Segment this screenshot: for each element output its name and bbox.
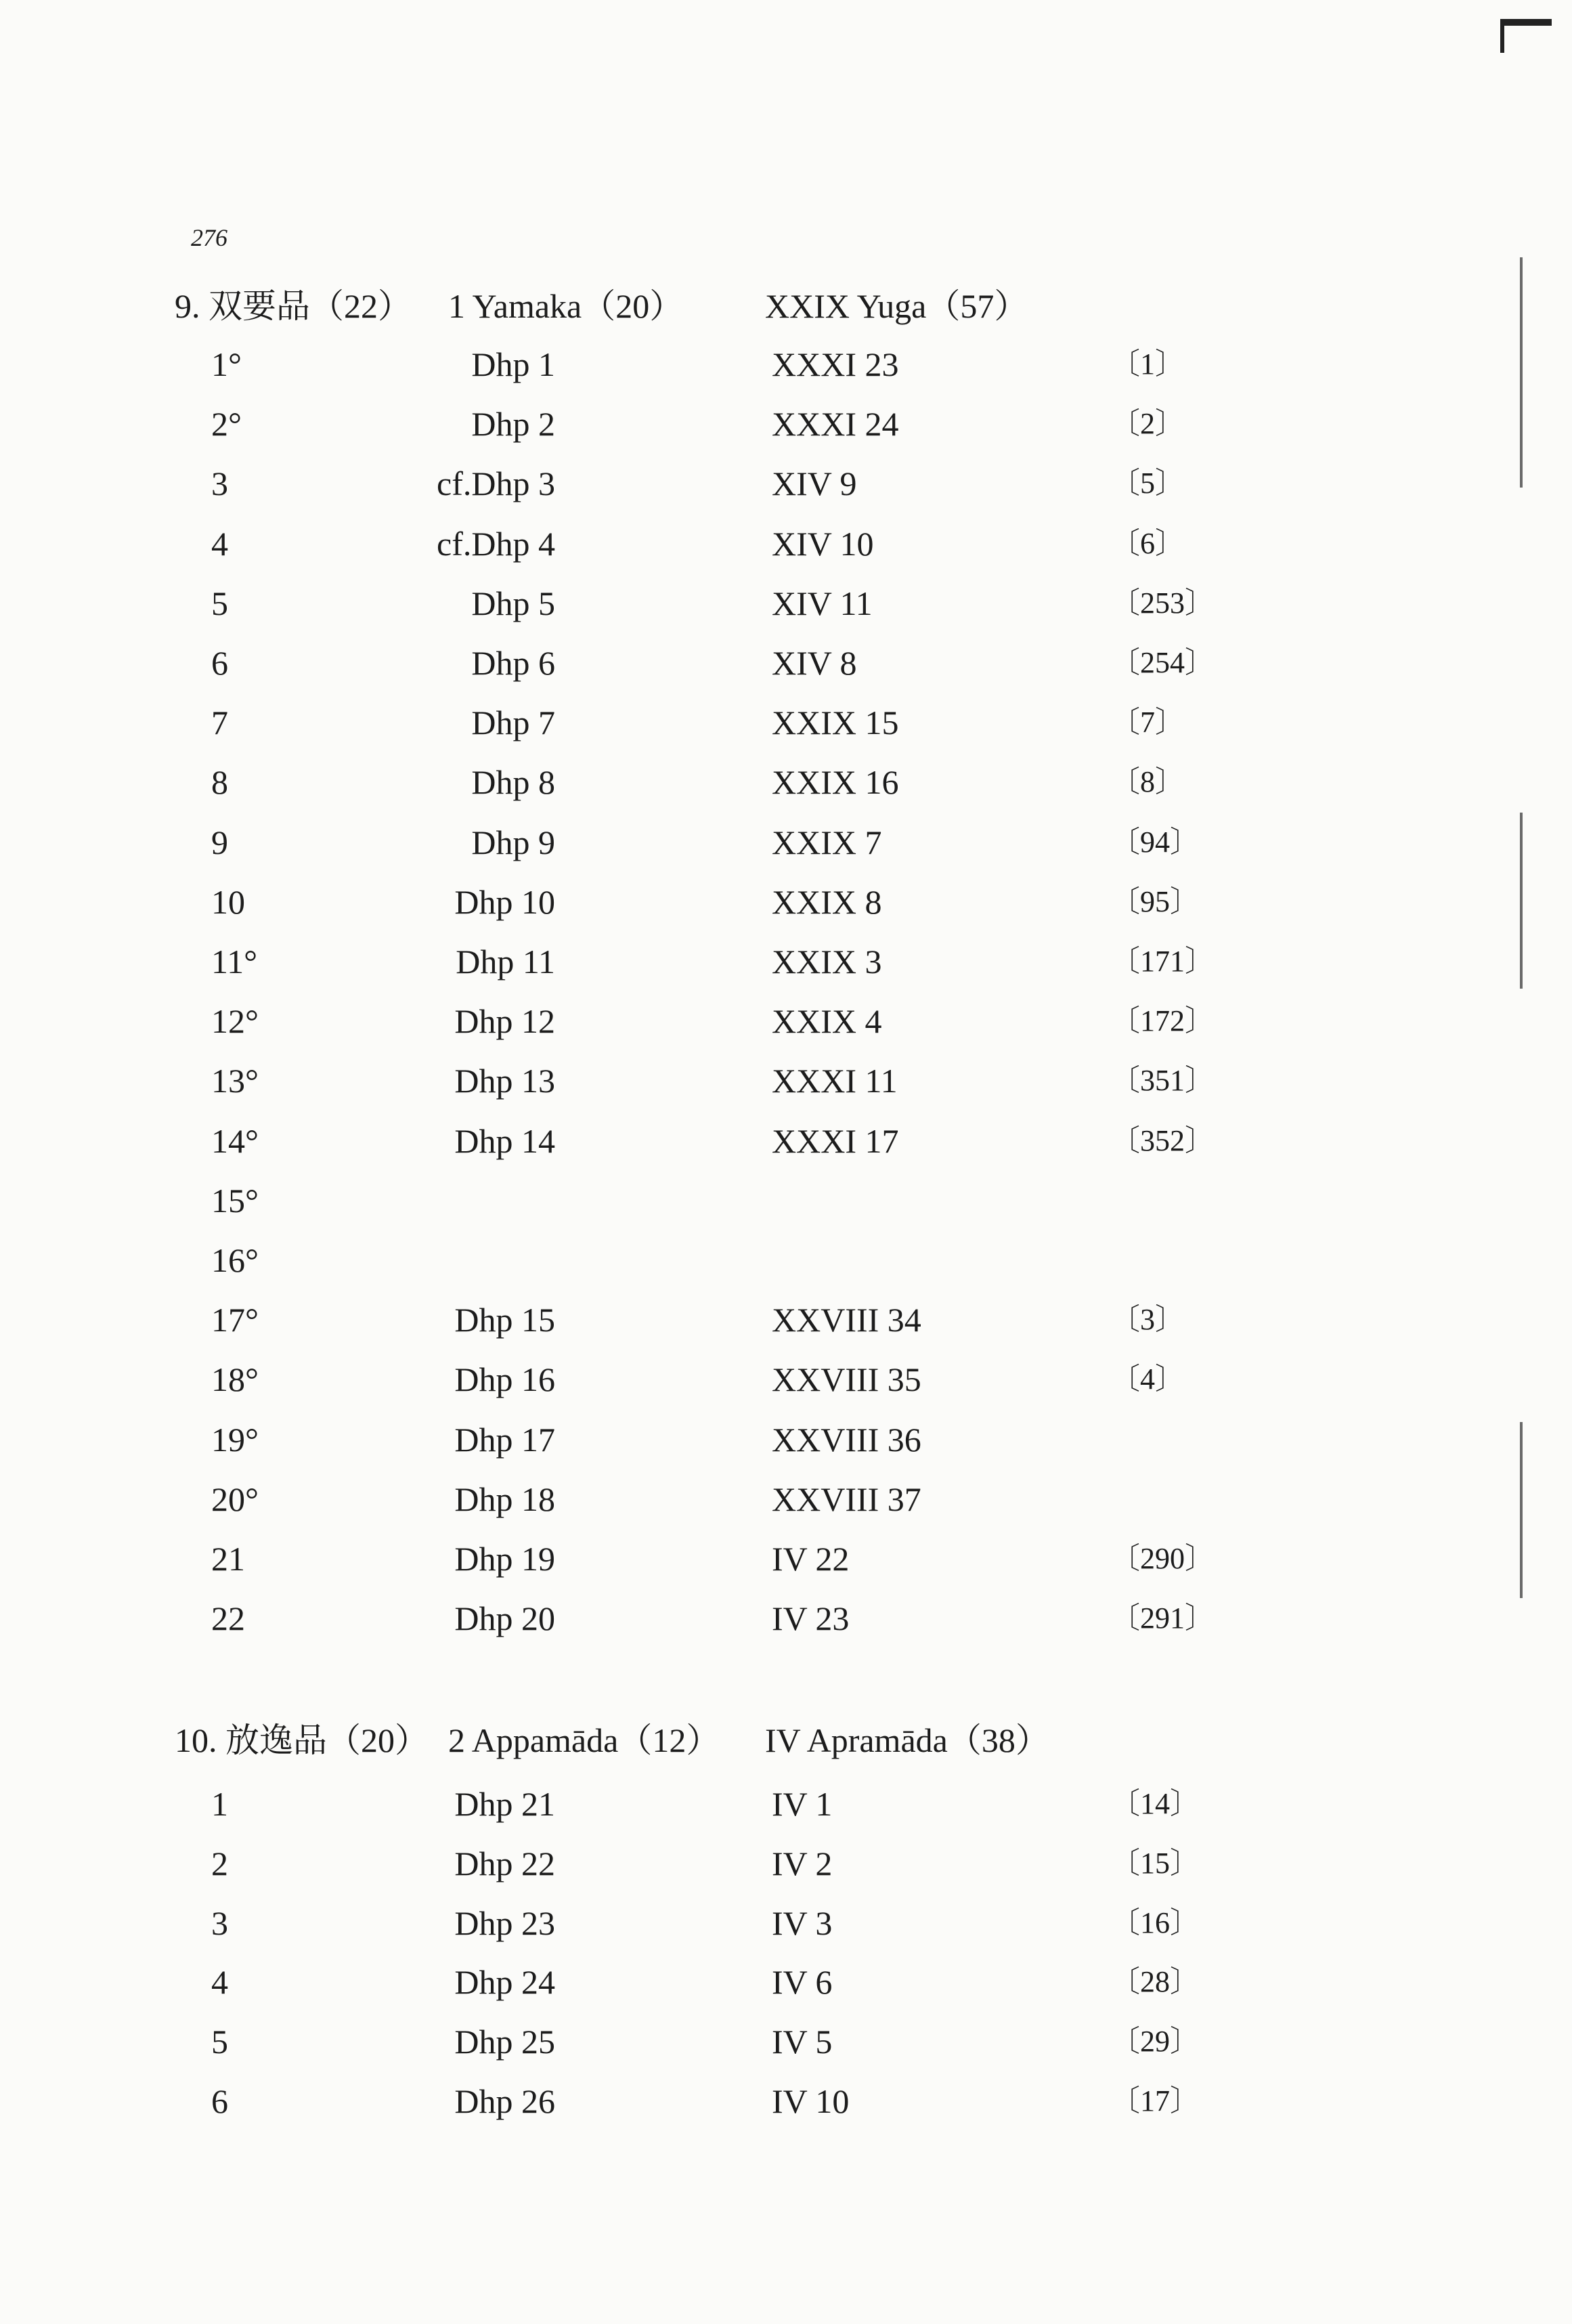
- chinese-verse-number: 〔5〕: [1110, 467, 1185, 500]
- udanavarga-reference: XIV 9: [772, 465, 857, 503]
- table-row: [0, 1532, 1572, 1586]
- dhammapada-reference: Dhp 11: [456, 943, 555, 981]
- dhammapada-reference: Dhp 16: [454, 1360, 555, 1399]
- dhammapada-reference: cf.Dhp 4: [437, 524, 555, 563]
- dhammapada-reference: Dhp 21: [454, 1785, 555, 1823]
- chinese-verse-number: 〔351〕: [1110, 1064, 1215, 1098]
- udanavarga-reference: IV 5: [772, 2023, 833, 2061]
- sanskrit-chapter: IV Apramāda（38）: [765, 1721, 1049, 1759]
- chinese-verse-number: 〔1〕: [1110, 347, 1185, 381]
- verse-number: 9: [211, 823, 228, 861]
- table-row: [0, 576, 1572, 630]
- pali-chapter: 1 Yamaka（20）: [448, 287, 684, 325]
- dhammapada-reference: Dhp 2: [471, 405, 555, 444]
- verse-number: 13°: [211, 1062, 259, 1100]
- verse-number: 10: [211, 882, 245, 921]
- udanavarga-reference: XXXI 11: [772, 1062, 898, 1100]
- table-row: [0, 1472, 1572, 1526]
- verse-number: 12°: [211, 1002, 259, 1041]
- dhammapada-reference: Dhp 12: [454, 1002, 555, 1041]
- sanskrit-chapter: XXIX Yuga（57）: [765, 287, 1028, 325]
- udanavarga-reference: XXXI 23: [772, 345, 899, 383]
- verse-number: 19°: [211, 1420, 259, 1459]
- chinese-verse-number: 〔2〕: [1110, 407, 1185, 441]
- dhammapada-reference: Dhp 17: [454, 1420, 555, 1459]
- table-row: [0, 695, 1572, 750]
- table-row: [0, 875, 1572, 929]
- table-row: [0, 1896, 1572, 1950]
- verse-number: 15°: [211, 1181, 259, 1220]
- chinese-verse-number: 〔95〕: [1110, 884, 1200, 918]
- verse-number: 6: [211, 644, 228, 682]
- table-row: [0, 1777, 1572, 1831]
- verse-number: 5: [211, 2023, 228, 2061]
- verse-number: 22: [211, 1599, 245, 1638]
- dhammapada-reference: Dhp 23: [454, 1903, 555, 1942]
- table-row: [0, 1233, 1572, 1287]
- udanavarga-reference: XXVIII 36: [772, 1420, 921, 1459]
- dhammapada-reference: Dhp 14: [454, 1121, 555, 1160]
- udanavarga-reference: IV 6: [772, 1963, 833, 2002]
- scan-corner-mark: [1500, 19, 1552, 53]
- table-row: [0, 934, 1572, 989]
- section-header: [0, 1713, 1572, 1767]
- table-row: [0, 815, 1572, 869]
- udanavarga-reference: XXIX 3: [772, 943, 882, 981]
- table-row: [0, 337, 1572, 391]
- table-row: [0, 1591, 1572, 1645]
- verse-number: 18°: [211, 1360, 259, 1399]
- udanavarga-reference: XXIX 4: [772, 1002, 882, 1041]
- chinese-verse-number: 〔6〕: [1110, 526, 1185, 560]
- verse-number: 17°: [211, 1301, 259, 1339]
- dhammapada-reference: Dhp 6: [471, 644, 555, 682]
- table-row: [0, 994, 1572, 1048]
- chinese-verse-number: 〔254〕: [1110, 646, 1215, 679]
- verse-number: 11°: [211, 943, 258, 981]
- section-header: [0, 279, 1572, 333]
- udanavarga-reference: IV 23: [772, 1599, 850, 1638]
- chinese-verse-number: 〔17〕: [1110, 2084, 1200, 2117]
- udanavarga-reference: IV 10: [772, 2082, 850, 2120]
- dhammapada-reference: Dhp 10: [454, 882, 555, 921]
- dhammapada-reference: Dhp 20: [454, 1599, 555, 1638]
- table-row: [0, 636, 1572, 690]
- udanavarga-reference: XXIX 16: [772, 763, 899, 802]
- chinese-verse-number: 〔29〕: [1110, 2025, 1200, 2059]
- chinese-verse-number: 〔16〕: [1110, 1906, 1200, 1939]
- table-row: [0, 1413, 1572, 1467]
- verse-number: 4: [211, 524, 228, 563]
- udanavarga-reference: XXXI 24: [772, 405, 899, 444]
- chinese-verse-number: 〔8〕: [1110, 765, 1185, 799]
- verse-number: 20°: [211, 1480, 259, 1518]
- table-row: [0, 1955, 1572, 2009]
- verse-number: 2: [211, 1844, 228, 1882]
- table-row: [0, 1114, 1572, 1168]
- dhammapada-reference: Dhp 24: [454, 1963, 555, 2002]
- verse-number: 5: [211, 584, 228, 622]
- verse-number: 8: [211, 763, 228, 802]
- chinese-verse-number: 〔14〕: [1110, 1787, 1200, 1820]
- dhammapada-reference: Dhp 9: [471, 823, 555, 861]
- dhammapada-reference: Dhp 1: [471, 345, 555, 383]
- udanavarga-reference: IV 2: [772, 1844, 833, 1882]
- udanavarga-reference: XXXI 17: [772, 1121, 899, 1160]
- verse-number: 3: [211, 1903, 228, 1942]
- udanavarga-reference: XXVIII 35: [772, 1360, 921, 1399]
- table-row: [0, 1293, 1572, 1347]
- udanavarga-reference: XXIX 8: [772, 882, 882, 921]
- chinese-verse-number: 〔352〕: [1110, 1123, 1215, 1157]
- udanavarga-reference: IV 3: [772, 1903, 833, 1942]
- page-number: 276: [191, 224, 227, 251]
- udanavarga-reference: XIV 10: [772, 524, 874, 563]
- chinese-verse-number: 〔94〕: [1110, 825, 1200, 859]
- table-row: [0, 456, 1572, 511]
- udanavarga-reference: XIV 11: [772, 584, 873, 622]
- dhammapada-reference: Dhp 19: [454, 1540, 555, 1578]
- verse-number: 21: [211, 1540, 245, 1578]
- verse-number: 3: [211, 465, 228, 503]
- verse-number: 6: [211, 2082, 228, 2120]
- chinese-verse-number: 〔290〕: [1110, 1542, 1215, 1575]
- section-title: 10. 放逸品（20）: [175, 1721, 429, 1759]
- verse-number: 1°: [211, 345, 242, 383]
- udanavarga-reference: XXIX 15: [772, 704, 899, 742]
- verse-number: 1: [211, 1785, 228, 1823]
- chinese-verse-number: 〔28〕: [1110, 1965, 1200, 1999]
- dhammapada-reference: Dhp 13: [454, 1062, 555, 1100]
- verse-number: 4: [211, 1963, 228, 2002]
- chinese-verse-number: 〔171〕: [1110, 945, 1215, 978]
- dhammapada-reference: Dhp 5: [471, 584, 555, 622]
- udanavarga-reference: IV 22: [772, 1540, 850, 1578]
- dhammapada-reference: Dhp 7: [471, 704, 555, 742]
- verse-number: 16°: [211, 1241, 259, 1279]
- chinese-verse-number: 〔15〕: [1110, 1846, 1200, 1880]
- table-row: [0, 1054, 1572, 1108]
- dhammapada-reference: Dhp 25: [454, 2023, 555, 2061]
- udanavarga-reference: XXVIII 34: [772, 1301, 921, 1339]
- udanavarga-reference: XIV 8: [772, 644, 857, 682]
- udanavarga-reference: XXIX 7: [772, 823, 882, 861]
- chinese-verse-number: 〔172〕: [1110, 1004, 1215, 1038]
- dhammapada-reference: Dhp 18: [454, 1480, 555, 1518]
- chinese-verse-number: 〔7〕: [1110, 706, 1185, 739]
- table-row: [0, 755, 1572, 809]
- dhammapada-reference: Dhp 15: [454, 1301, 555, 1339]
- chinese-verse-number: 〔4〕: [1110, 1362, 1185, 1396]
- table-row: [0, 1352, 1572, 1406]
- pali-chapter: 2 Appamāda（12）: [448, 1721, 720, 1759]
- dhammapada-reference: cf.Dhp 3: [437, 465, 555, 503]
- table-row: [0, 2074, 1572, 2128]
- udanavarga-reference: XXVIII 37: [772, 1480, 921, 1518]
- verse-number: 7: [211, 704, 228, 742]
- chinese-verse-number: 〔3〕: [1110, 1303, 1185, 1337]
- verse-number: 2°: [211, 405, 242, 444]
- table-row: [0, 397, 1572, 451]
- chinese-verse-number: 〔291〕: [1110, 1601, 1215, 1635]
- section-title: 9. 双要品（22）: [175, 287, 412, 325]
- udanavarga-reference: IV 1: [772, 1785, 833, 1823]
- table-row: [0, 517, 1572, 571]
- dhammapada-reference: Dhp 8: [471, 763, 555, 802]
- table-row: [0, 1836, 1572, 1891]
- dhammapada-reference: Dhp 26: [454, 2082, 555, 2120]
- verse-number: 14°: [211, 1121, 259, 1160]
- dhammapada-reference: Dhp 22: [454, 1844, 555, 1882]
- chinese-verse-number: 〔253〕: [1110, 586, 1215, 620]
- table-row: [0, 2015, 1572, 2069]
- table-row: [0, 1174, 1572, 1228]
